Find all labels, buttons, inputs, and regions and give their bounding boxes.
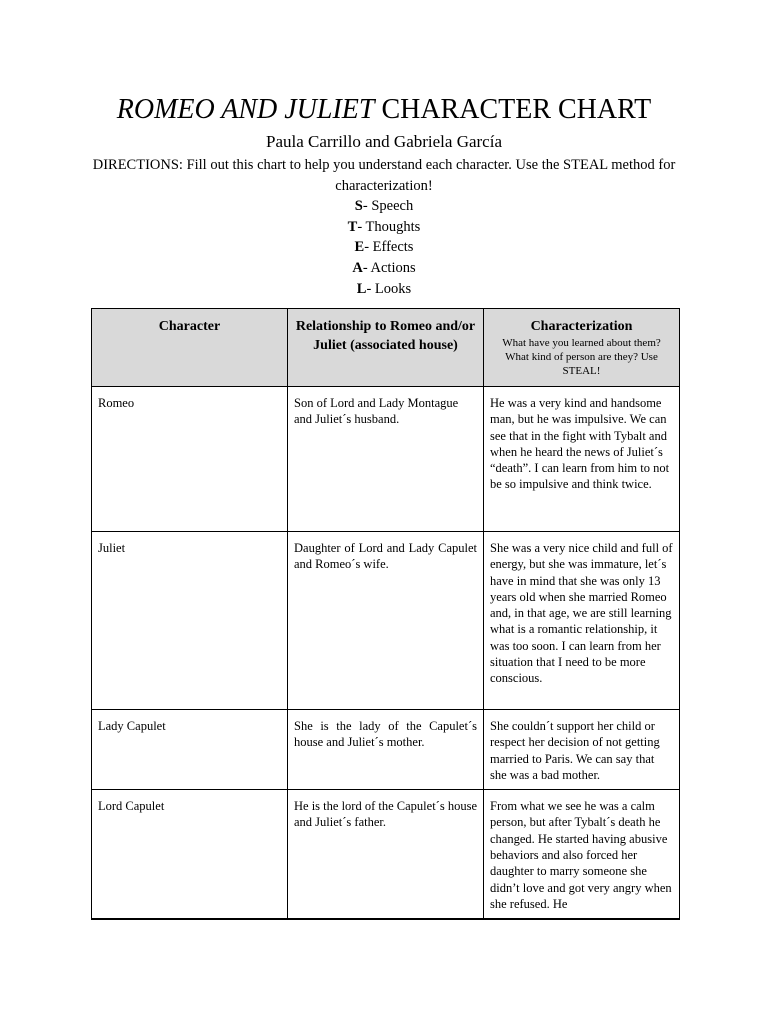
steal-letter: L — [356, 280, 367, 297]
title-italic-part: ROMEO AND JULIET — [116, 94, 375, 125]
cell-characterization: From what we see he was a calm person, but after Tybalt´s death he changed. He started having abusive behaviors and also forced her daughter to marry someone she didn’t love and got very angry when she refused. He — [484, 790, 680, 920]
cell-character: Lady Capulet — [92, 710, 288, 790]
steal-text: - Thoughts — [357, 218, 421, 235]
header-characterization-subtitle: What have you learned about them? What kind of person are they? Use STEAL! — [502, 337, 661, 377]
steal-letter: S — [354, 198, 363, 214]
cell-relationship: Daughter of Lord and Lady Capulet and Romeo´s wife. — [288, 532, 484, 710]
authors: Paula Carrillo and Gabriela García — [265, 132, 502, 151]
cell-character: Lord Capulet — [92, 790, 288, 920]
steal-item-actions — [0, 258, 768, 279]
steal-item-effects — [0, 237, 768, 258]
steal-text: - Effects — [364, 239, 414, 256]
header-character: Character — [92, 309, 288, 387]
header-relationship: Relationship to Romeo and/or Juliet (associated house) — [288, 309, 484, 387]
steal-list — [0, 196, 768, 300]
steal-text: - Looks — [366, 280, 412, 297]
table-row — [92, 710, 680, 790]
title-rest: CHARACTER CHART — [374, 94, 652, 125]
steal-letter: A — [352, 260, 363, 277]
table-row — [92, 532, 680, 710]
cell-characterization: She was a very nice child and full of energy, but she was immature, let´s have in mind that she was only 13 years old when she married Romeo and, in that age, we are still learning what is a romantic relationship, it was too soon. I can learn from her situation that I need to be more conscious. — [484, 532, 680, 710]
table-row — [92, 790, 680, 920]
cell-relationship: He is the lord of the Capulet´s house and Juliet´s father. — [288, 790, 484, 920]
cell-characterization: He was a very kind and handsome man, but he was impulsive. We can see that in the fight with Tybalt and when he heard the news of Juliet´s “death”. I can learn from him to not be so impulsive and think twice. — [484, 387, 680, 532]
table-row — [92, 387, 680, 532]
cell-relationship: She is the lady of the Capulet´s house and Juliet´s mother. — [288, 710, 484, 790]
cell-character: Juliet — [92, 532, 288, 710]
steal-item-speech — [0, 196, 768, 217]
steal-text: - Actions — [362, 260, 416, 277]
steal-letter: T — [347, 218, 358, 235]
page-title — [0, 92, 768, 128]
cell-character: Romeo — [92, 387, 288, 532]
steal-item-thoughts — [0, 217, 768, 238]
header-characterization-title: Characterization — [530, 319, 633, 334]
steal-letter: E — [354, 239, 365, 256]
steal-item-looks — [0, 279, 768, 300]
cell-characterization: She couldn´t support her child or respect her decision of not getting married to Paris. We can say that she was a bad mother. — [484, 710, 680, 790]
steal-text: - Speech — [362, 198, 414, 214]
character-chart-table — [91, 308, 680, 920]
directions: DIRECTIONS: Fill out this chart to help you understand each character. Use the STEAL method for characterization! — [92, 157, 676, 194]
header-characterization — [484, 309, 680, 387]
table-header-row — [92, 309, 680, 387]
cell-relationship: Son of Lord and Lady Montague and Juliet´s husband. — [288, 387, 484, 532]
